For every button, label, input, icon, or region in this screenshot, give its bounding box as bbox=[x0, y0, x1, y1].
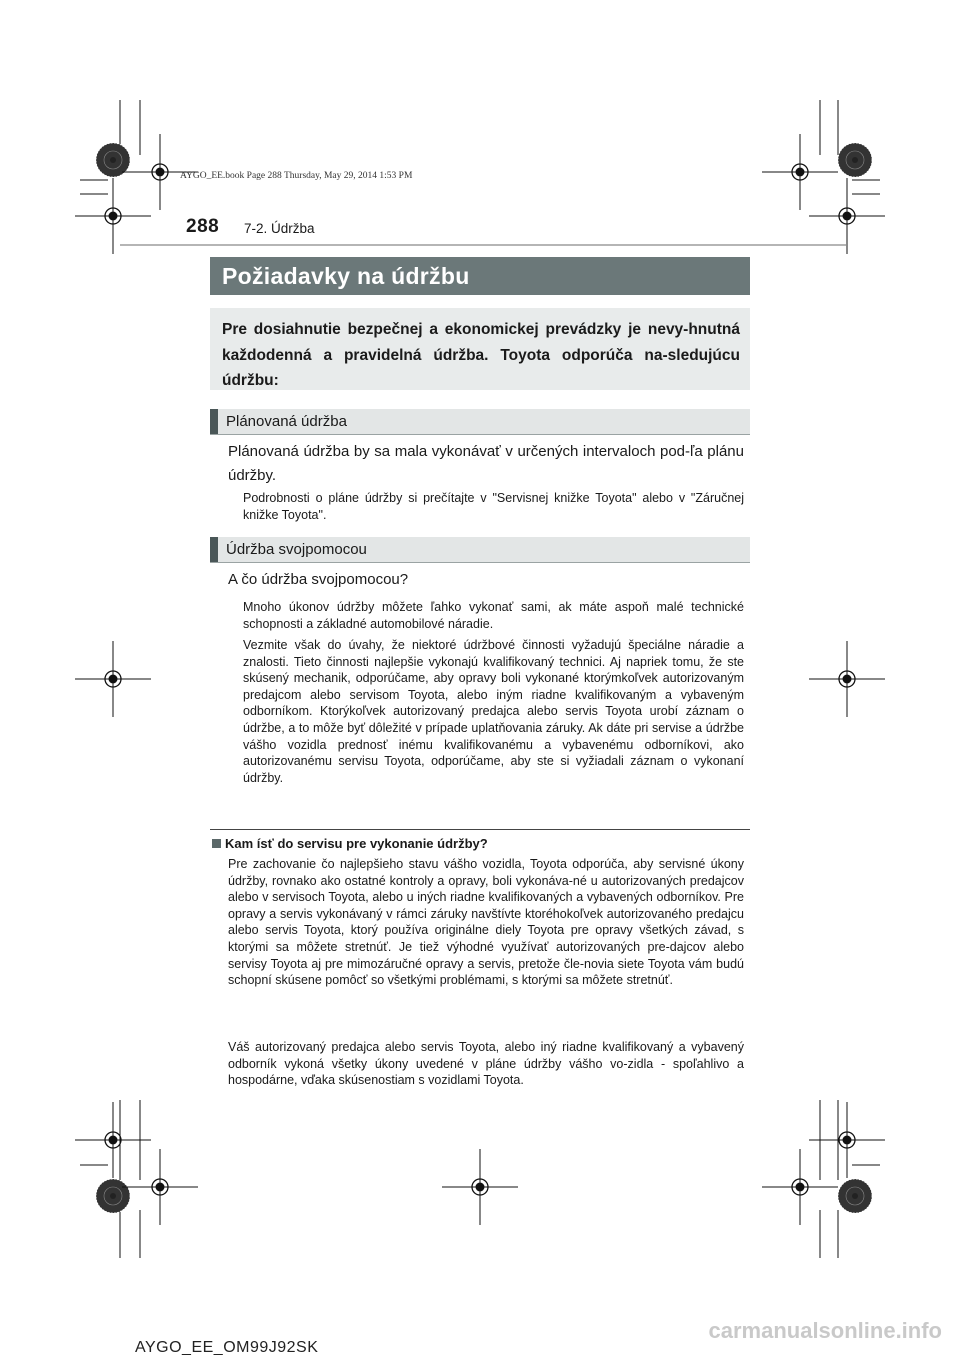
section-lead: Plánovaná údržba by sa mala vykonávať v určených intervaloch pod-ľa plánu údržby. bbox=[228, 443, 744, 484]
page-title: Požiadavky na údržbu bbox=[210, 257, 750, 295]
note-heading-text: Kam ísť do servisu pre vykonanie údržby? bbox=[225, 836, 488, 851]
section-rule bbox=[210, 562, 750, 563]
section-paragraph: Mnoho úkonov údržby môžete ľahko vykonať sami, ak máte aspoň malé technické schopnosti a základné automobilové náradie. bbox=[243, 600, 744, 631]
section-heading-self: Údržba svojpomocou bbox=[210, 537, 750, 562]
section-lead: A čo údržba svojpomocou? bbox=[228, 571, 409, 588]
note-heading bbox=[212, 836, 488, 851]
section-paragraph: Vezmite však do úvahy, že niektoré údržbové činnosti vyžadujú špeciálne náradie a znalosti. Tieto činnosti najlepšie vykonajú kvalifikovaný technici. Aj napriek tomu, že ste skúsený mechanik, odporúčame, aby opravy boli vykonané ktorýmkoľvek autorizovaným predajcom alebo servisom Toyota, alebo iným riadne kvalifikovaným a vybaveným odborníkom. Ktorýkoľvek autorizovaný predajca alebo servis Toyota urobí záznam o údržbe, a to môže byť dôležité v prípade uplatňovania záruky. Ak dáte pri servise a údržbe vášho vozidla prednosť inému kvalifikovanému a vybavenému odborníkovi, ako autorizovanému servisu Toyota, odporúčame, aby ste si vyžiadali záznam o vykonaní údržby. bbox=[243, 638, 744, 785]
note-divider bbox=[210, 829, 750, 830]
square-bullet-icon bbox=[212, 839, 221, 848]
page-number: 288 bbox=[186, 216, 220, 237]
watermark: carmanualsonline.info bbox=[708, 1318, 942, 1343]
section-paragraph: Podrobnosti o pláne údržby si prečítajte v "Servisnej knižke Toyota" alebo v "Záručnej knižke Toyota". bbox=[243, 491, 744, 522]
intro-box: Pre dosiahnutie bezpečnej a ekonomickej prevádzky je nevy-hnutná každodenná a pravidelná údržba. Toyota odporúča na-sledujúcu údržbu: bbox=[210, 308, 750, 390]
document-code: AYGO_EE_OM99J92SK bbox=[135, 1339, 319, 1356]
section-heading-planned: Plánovaná údržba bbox=[210, 409, 750, 434]
header-rule bbox=[120, 244, 846, 246]
note-paragraph: Váš autorizovaný predajca alebo servis Toyota, alebo iný riadne kvalifikovaný a vybavený odborník vykoná všetky úkony uvedené v pláne údržby vášho vo-zidla - spoľahlivo a hospodárne, vďaka skúsenostiam s vozidlami Toyota. bbox=[228, 1040, 744, 1088]
section-rule bbox=[210, 434, 750, 435]
running-header: 7-2. Údržba bbox=[244, 221, 315, 236]
note-paragraph: Pre zachovanie čo najlepšieho stavu vášho vozidla, Toyota odporúča, aby servisné úkony údržby, rovnako ako ostatné kontroly a opravy, boli vykonáva-né u autorizovaných predajcov alebo v servisoch Toyota, alebo u iných riadne kvalifikovaných a vybavených odborníkov. Pre opravy a servis vykonávaný v rámci záruky navštívte ktoréhokoľvek autorizovaného predajcu alebo servis Toyota, ktorý používa originálne diely Toyota pre opravy všetkých závad, s ktorými sa môžete stretnúť. Je tiež výhodné využívať autorizovaných pre-dajcov alebo servisy Toyota aj pre mimozáručné opravy a servis, pretože čle-novia siete Toyota vám budú schopní skúsene pomôcť so všetkými problémami, s ktorými sa môžete stretnúť. bbox=[228, 857, 744, 988]
book-info: AYGO_EE.book Page 288 Thursday, May 29, 2014 1:53 PM bbox=[180, 171, 413, 181]
